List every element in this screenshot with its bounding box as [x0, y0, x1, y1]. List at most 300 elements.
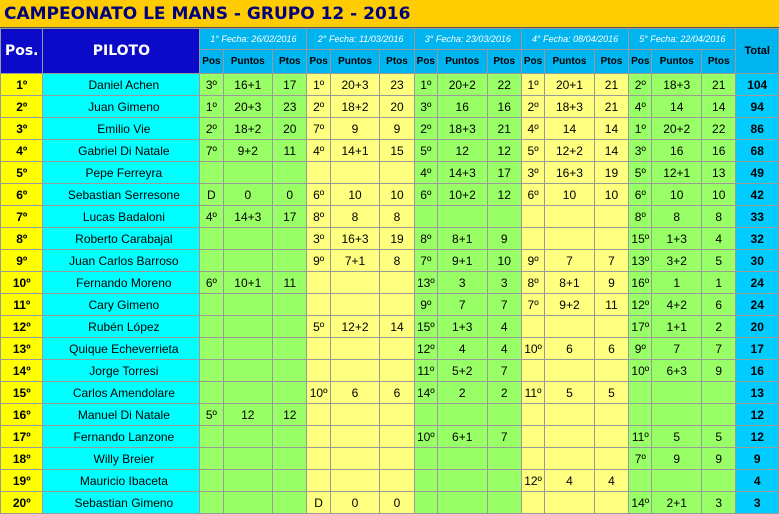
fecha-5-puntos-cell: 16 — [652, 140, 702, 162]
fecha-1-pos-cell: 4º — [200, 206, 223, 228]
fecha-5-puntos-cell: 18+3 — [652, 74, 702, 96]
table-row — [1, 426, 779, 448]
fecha-5-pos-cell: 13º — [629, 250, 652, 272]
fecha-2-ptos-cell — [380, 294, 414, 316]
fecha-2-ptos-cell — [380, 162, 414, 184]
fecha-5-puntos-cell: 12+1 — [652, 162, 702, 184]
table-row — [1, 74, 779, 96]
fecha-3-ptos-cell — [487, 448, 521, 470]
fecha-2-puntos-cell: 7+1 — [330, 250, 380, 272]
fecha-5-ptos-cell: 5 — [701, 426, 735, 448]
table-row — [1, 360, 779, 382]
fecha-3-ptos-cell: 12 — [487, 184, 521, 206]
fecha-2-puntos-cell — [330, 426, 380, 448]
fecha-4-puntos-cell: 20+1 — [545, 74, 595, 96]
fecha-4-puntos-cell — [545, 360, 595, 382]
fecha-3-pos-cell: 12º — [414, 338, 437, 360]
pilot-name-cell: Sebastian Serresone — [43, 184, 200, 206]
fecha-4-ptos-cell — [594, 492, 628, 514]
fecha-3-pos-cell: 9º — [414, 294, 437, 316]
fecha-3-ptos-cell: 7 — [487, 426, 521, 448]
fecha-2-ptos-cell: 15 — [380, 140, 414, 162]
fecha-1-ptos-cell: 17 — [273, 206, 307, 228]
fecha-1-puntos-cell — [223, 294, 273, 316]
fecha-4-ptos-cell: 21 — [594, 74, 628, 96]
fecha-1-pos-cell — [200, 294, 223, 316]
total-cell: 86 — [736, 118, 779, 140]
table-row — [1, 250, 779, 272]
fecha-4-pos-cell — [521, 316, 544, 338]
fecha-4-pos-cell — [521, 206, 544, 228]
fecha-5-pos-cell: 7º — [629, 448, 652, 470]
fecha-5-pos-cell: 10º — [629, 360, 652, 382]
fecha-1-puntos-cell — [223, 228, 273, 250]
total-header: Total — [736, 29, 779, 74]
fecha-3-pos-cell: 6º — [414, 184, 437, 206]
fecha-1-pos-cell — [200, 338, 223, 360]
fecha-1-ptos-cell — [273, 360, 307, 382]
fecha-5-header: 5° Fecha: 22/04/2016 — [629, 29, 736, 50]
pilot-name-cell: Quique Echeverrieta — [43, 338, 200, 360]
fecha-5-puntos-cell: 1+3 — [652, 228, 702, 250]
fecha-1-ptos-cell: 12 — [273, 404, 307, 426]
fecha-5-ptos-cell: 21 — [701, 74, 735, 96]
fecha-1-puntos-cell — [223, 448, 273, 470]
fecha-5-pos-cell — [629, 382, 652, 404]
pilot-name-cell: Manuel Di Natale — [43, 404, 200, 426]
fecha-3-pos-cell: 13º — [414, 272, 437, 294]
fecha-1-ptos-cell — [273, 448, 307, 470]
position-cell: 17º — [1, 426, 43, 448]
fecha-5-puntos-cell: 9 — [652, 448, 702, 470]
fecha-1-ptos-cell — [273, 338, 307, 360]
fecha-3-puntos-cell: 14+3 — [437, 162, 487, 184]
standings-body — [1, 74, 779, 514]
fecha-4-puntos-cell: 4 — [545, 470, 595, 492]
fecha-3-puntos-cell: 12 — [437, 140, 487, 162]
total-cell: 20 — [736, 316, 779, 338]
fecha-5-puntos-header: Puntos — [652, 50, 702, 74]
fecha-4-pos-cell — [521, 228, 544, 250]
fecha-3-puntos-cell: 1+3 — [437, 316, 487, 338]
fecha-3-pos-cell: 3º — [414, 96, 437, 118]
fecha-3-puntos-cell: 10+2 — [437, 184, 487, 206]
table-row — [1, 294, 779, 316]
fecha-2-puntos-cell — [330, 272, 380, 294]
fecha-2-ptos-cell: 9 — [380, 118, 414, 140]
fecha-3-ptos-cell: 16 — [487, 96, 521, 118]
fecha-3-ptos-cell — [487, 206, 521, 228]
fecha-5-ptos-cell: 8 — [701, 206, 735, 228]
fecha-1-puntos-cell — [223, 250, 273, 272]
pilot-name-cell: Juan Carlos Barroso — [43, 250, 200, 272]
fecha-5-puntos-cell: 4+2 — [652, 294, 702, 316]
fecha-4-puntos-cell: 12+2 — [545, 140, 595, 162]
fecha-1-puntos-cell: 16+1 — [223, 74, 273, 96]
fecha-1-puntos-cell: 10+1 — [223, 272, 273, 294]
fecha-2-puntos-cell: 8 — [330, 206, 380, 228]
fecha-4-pos-cell — [521, 426, 544, 448]
fecha-4-ptos-cell — [594, 404, 628, 426]
pilot-name-cell: Jorge Torresi — [43, 360, 200, 382]
fecha-5-puntos-cell: 8 — [652, 206, 702, 228]
position-cell: 18º — [1, 448, 43, 470]
fecha-1-puntos-cell — [223, 470, 273, 492]
fecha-5-puntos-cell: 14 — [652, 96, 702, 118]
fecha-2-ptos-cell: 20 — [380, 96, 414, 118]
fecha-1-pos-cell: 6º — [200, 272, 223, 294]
table-row — [1, 492, 779, 514]
pilot-name-cell: Daniel Achen — [43, 74, 200, 96]
fecha-2-pos-cell: 6º — [307, 184, 330, 206]
fecha-5-ptos-cell: 1 — [701, 272, 735, 294]
position-cell: 1º — [1, 74, 43, 96]
total-cell: 17 — [736, 338, 779, 360]
total-cell: 12 — [736, 404, 779, 426]
fecha-1-puntos-header: Puntos — [223, 50, 273, 74]
fecha-1-puntos-cell: 20+3 — [223, 96, 273, 118]
table-row — [1, 206, 779, 228]
fecha-2-ptos-cell: 8 — [380, 206, 414, 228]
fecha-3-puntos-cell — [437, 448, 487, 470]
fecha-5-ptos-cell: 14 — [701, 96, 735, 118]
fecha-3-pos-cell: 5º — [414, 140, 437, 162]
total-cell: 3 — [736, 492, 779, 514]
fecha-2-puntos-cell: 12+2 — [330, 316, 380, 338]
pilot-name-cell: Cary Gimeno — [43, 294, 200, 316]
fecha-4-puntos-cell: 14 — [545, 118, 595, 140]
fecha-5-pos-cell: 3º — [629, 140, 652, 162]
table-row — [1, 184, 779, 206]
fecha-2-puntos-cell: 14+1 — [330, 140, 380, 162]
fecha-2-pos-cell: 5º — [307, 316, 330, 338]
position-cell: 2º — [1, 96, 43, 118]
fecha-3-ptos-cell — [487, 492, 521, 514]
fecha-1-ptos-cell: 11 — [273, 140, 307, 162]
fecha-3-pos-cell — [414, 448, 437, 470]
fecha-3-ptos-cell: 3 — [487, 272, 521, 294]
fecha-2-ptos-cell: 10 — [380, 184, 414, 206]
fecha-5-puntos-cell: 7 — [652, 338, 702, 360]
fecha-5-pos-cell: 12º — [629, 294, 652, 316]
position-cell: 5º — [1, 162, 43, 184]
fecha-4-puntos-cell — [545, 228, 595, 250]
fecha-4-ptos-cell — [594, 448, 628, 470]
fecha-4-pos-cell: 4º — [521, 118, 544, 140]
fecha-5-pos-cell: 14º — [629, 492, 652, 514]
fecha-5-puntos-cell: 10 — [652, 184, 702, 206]
fecha-1-ptos-cell — [273, 162, 307, 184]
total-cell: 9 — [736, 448, 779, 470]
fecha-1-ptos-cell: 23 — [273, 96, 307, 118]
fecha-1-puntos-cell: 9+2 — [223, 140, 273, 162]
fecha-4-puntos-cell: 5 — [545, 382, 595, 404]
fecha-3-puntos-cell: 3 — [437, 272, 487, 294]
total-cell: 4 — [736, 470, 779, 492]
fecha-3-puntos-cell: 6+1 — [437, 426, 487, 448]
fecha-3-puntos-header: Puntos — [437, 50, 487, 74]
fecha-4-ptos-cell: 5 — [594, 382, 628, 404]
fecha-1-pos-cell — [200, 470, 223, 492]
fecha-1-puntos-cell — [223, 316, 273, 338]
fecha-3-header: 3° Fecha: 23/03/2016 — [414, 29, 521, 50]
fecha-3-pos-cell: 14º — [414, 382, 437, 404]
fecha-1-ptos-cell — [273, 492, 307, 514]
fecha-2-ptos-cell — [380, 360, 414, 382]
fecha-2-ptos-cell — [380, 426, 414, 448]
fecha-1-ptos-cell — [273, 426, 307, 448]
fecha-2-puntos-cell: 18+2 — [330, 96, 380, 118]
fecha-2-ptos-cell: 8 — [380, 250, 414, 272]
fecha-4-ptos-cell: 9 — [594, 272, 628, 294]
fecha-2-ptos-cell: 14 — [380, 316, 414, 338]
fecha-4-pos-cell: 2º — [521, 96, 544, 118]
fecha-2-ptos-header: Ptos — [380, 50, 414, 74]
fecha-1-ptos-cell — [273, 250, 307, 272]
fecha-4-ptos-cell: 4 — [594, 470, 628, 492]
fecha-1-ptos-cell: 20 — [273, 118, 307, 140]
fecha-4-pos-cell — [521, 404, 544, 426]
fecha-5-pos-cell: 1º — [629, 118, 652, 140]
table-row — [1, 140, 779, 162]
pilot-name-cell: Gabriel Di Natale — [43, 140, 200, 162]
fecha-2-puntos-cell — [330, 162, 380, 184]
fecha-4-pos-cell: 5º — [521, 140, 544, 162]
fecha-3-pos-cell — [414, 470, 437, 492]
fecha-2-pos-cell — [307, 360, 330, 382]
fecha-1-puntos-cell: 0 — [223, 184, 273, 206]
fecha-3-pos-cell: 4º — [414, 162, 437, 184]
fecha-2-pos-cell — [307, 470, 330, 492]
fecha-1-ptos-cell: 0 — [273, 184, 307, 206]
fecha-4-pos-cell: 8º — [521, 272, 544, 294]
fecha-3-ptos-cell — [487, 404, 521, 426]
fecha-3-pos-cell: 7º — [414, 250, 437, 272]
fecha-2-puntos-cell — [330, 470, 380, 492]
pilot-name-cell: Mauricio Ibaceta — [43, 470, 200, 492]
position-cell: 14º — [1, 360, 43, 382]
fecha-5-pos-cell: 9º — [629, 338, 652, 360]
fecha-1-pos-cell — [200, 316, 223, 338]
table-row — [1, 382, 779, 404]
fecha-4-puntos-cell — [545, 316, 595, 338]
fecha-1-pos-cell — [200, 360, 223, 382]
fecha-3-ptos-cell: 22 — [487, 74, 521, 96]
fecha-1-pos-cell — [200, 426, 223, 448]
fecha-2-pos-cell — [307, 272, 330, 294]
fecha-3-pos-cell: 1º — [414, 74, 437, 96]
fecha-2-pos-header: Pos — [307, 50, 330, 74]
fecha-4-header: 4° Fecha: 08/04/2016 — [521, 29, 628, 50]
fecha-3-ptos-header: Ptos — [487, 50, 521, 74]
total-cell: 94 — [736, 96, 779, 118]
fecha-3-ptos-cell: 17 — [487, 162, 521, 184]
fecha-5-puntos-cell: 20+2 — [652, 118, 702, 140]
fecha-2-ptos-cell — [380, 470, 414, 492]
fecha-4-pos-header: Pos — [521, 50, 544, 74]
fecha-4-pos-cell — [521, 492, 544, 514]
fecha-5-ptos-cell: 22 — [701, 118, 735, 140]
position-cell: 13º — [1, 338, 43, 360]
fecha-5-pos-cell: 15º — [629, 228, 652, 250]
table-row — [1, 118, 779, 140]
fecha-3-ptos-cell: 7 — [487, 360, 521, 382]
fecha-2-ptos-cell: 23 — [380, 74, 414, 96]
fecha-3-puntos-cell: 18+3 — [437, 118, 487, 140]
fecha-4-ptos-cell: 7 — [594, 250, 628, 272]
fecha-2-pos-cell — [307, 426, 330, 448]
fecha-3-ptos-cell: 4 — [487, 338, 521, 360]
fecha-5-pos-cell: 2º — [629, 74, 652, 96]
table-row — [1, 448, 779, 470]
pilot-name-cell: Sebastian Gimeno — [43, 492, 200, 514]
fecha-3-puntos-cell: 4 — [437, 338, 487, 360]
fecha-4-ptos-cell — [594, 206, 628, 228]
fecha-3-puntos-cell — [437, 470, 487, 492]
total-cell: 16 — [736, 360, 779, 382]
fecha-3-puntos-cell: 8+1 — [437, 228, 487, 250]
fecha-1-puntos-cell: 14+3 — [223, 206, 273, 228]
fecha-5-pos-cell: 16º — [629, 272, 652, 294]
fecha-2-pos-cell: 8º — [307, 206, 330, 228]
pilot-name-cell: Lucas Badaloni — [43, 206, 200, 228]
fecha-5-pos-cell: 11º — [629, 426, 652, 448]
fecha-1-pos-cell: 1º — [200, 96, 223, 118]
fecha-2-pos-cell: 10º — [307, 382, 330, 404]
fecha-5-ptos-cell: 9 — [701, 448, 735, 470]
fecha-1-pos-cell — [200, 228, 223, 250]
fecha-4-ptos-cell — [594, 426, 628, 448]
fecha-5-pos-cell: 17º — [629, 316, 652, 338]
position-cell: 8º — [1, 228, 43, 250]
total-cell: 13 — [736, 382, 779, 404]
fecha-1-ptos-cell — [273, 316, 307, 338]
fecha-1-pos-cell: 7º — [200, 140, 223, 162]
fecha-4-pos-cell: 11º — [521, 382, 544, 404]
fecha-2-pos-cell: D — [307, 492, 330, 514]
fecha-5-puntos-cell: 2+1 — [652, 492, 702, 514]
fecha-3-pos-cell: 15º — [414, 316, 437, 338]
fecha-5-ptos-cell — [701, 470, 735, 492]
pilot-name-cell: Emilio Vie — [43, 118, 200, 140]
fecha-3-ptos-cell: 9 — [487, 228, 521, 250]
fecha-4-puntos-cell: 16+3 — [545, 162, 595, 184]
fecha-5-ptos-cell: 5 — [701, 250, 735, 272]
total-cell: 42 — [736, 184, 779, 206]
fecha-2-ptos-cell: 0 — [380, 492, 414, 514]
fecha-3-puntos-cell: 20+2 — [437, 74, 487, 96]
fecha-2-puntos-cell: 16+3 — [330, 228, 380, 250]
position-cell: 12º — [1, 316, 43, 338]
fecha-1-ptos-header: Ptos — [273, 50, 307, 74]
fecha-1-pos-header: Pos — [200, 50, 223, 74]
fecha-4-pos-cell — [521, 448, 544, 470]
fecha-2-pos-cell — [307, 162, 330, 184]
fecha-1-puntos-cell: 12 — [223, 404, 273, 426]
position-cell: 16º — [1, 404, 43, 426]
fecha-5-ptos-cell: 6 — [701, 294, 735, 316]
fecha-4-ptos-cell: 21 — [594, 96, 628, 118]
fecha-5-ptos-cell: 16 — [701, 140, 735, 162]
fecha-4-puntos-header: Puntos — [545, 50, 595, 74]
standings-table — [0, 28, 779, 514]
fecha-1-pos-cell: D — [200, 184, 223, 206]
fecha-3-puntos-cell: 2 — [437, 382, 487, 404]
fecha-4-ptos-cell: 10 — [594, 184, 628, 206]
total-cell: 24 — [736, 294, 779, 316]
fecha-4-puntos-cell — [545, 206, 595, 228]
fecha-5-puntos-cell — [652, 404, 702, 426]
fecha-2-ptos-cell: 19 — [380, 228, 414, 250]
fecha-2-puntos-cell: 0 — [330, 492, 380, 514]
fecha-3-pos-cell: 2º — [414, 118, 437, 140]
fecha-1-ptos-cell: 17 — [273, 74, 307, 96]
piloto-header: PILOTO — [43, 29, 200, 74]
fecha-5-ptos-cell — [701, 382, 735, 404]
fecha-5-pos-cell: 6º — [629, 184, 652, 206]
fecha-1-pos-cell: 3º — [200, 74, 223, 96]
fecha-5-ptos-cell: 7 — [701, 338, 735, 360]
fecha-4-pos-cell: 10º — [521, 338, 544, 360]
fecha-2-pos-cell: 3º — [307, 228, 330, 250]
fecha-2-puntos-cell — [330, 294, 380, 316]
fecha-3-puntos-cell — [437, 492, 487, 514]
fecha-2-pos-cell: 1º — [307, 74, 330, 96]
fecha-3-pos-header: Pos — [414, 50, 437, 74]
fecha-1-ptos-cell — [273, 294, 307, 316]
total-cell: 68 — [736, 140, 779, 162]
fecha-5-ptos-cell: 10 — [701, 184, 735, 206]
fecha-2-pos-cell: 2º — [307, 96, 330, 118]
fecha-4-pos-cell — [521, 360, 544, 382]
fecha-5-ptos-cell: 13 — [701, 162, 735, 184]
fecha-5-ptos-cell: 4 — [701, 228, 735, 250]
fecha-5-pos-cell — [629, 470, 652, 492]
fecha-1-pos-cell — [200, 492, 223, 514]
fecha-3-pos-cell: 11º — [414, 360, 437, 382]
position-cell: 4º — [1, 140, 43, 162]
fecha-3-ptos-cell: 12 — [487, 140, 521, 162]
fecha-4-ptos-cell: 19 — [594, 162, 628, 184]
fecha-1-puntos-cell — [223, 426, 273, 448]
fecha-3-ptos-cell: 21 — [487, 118, 521, 140]
fecha-2-pos-cell — [307, 338, 330, 360]
total-cell: 32 — [736, 228, 779, 250]
fecha-5-ptos-cell — [701, 404, 735, 426]
fecha-3-ptos-cell: 4 — [487, 316, 521, 338]
fecha-2-puntos-cell — [330, 448, 380, 470]
total-cell: 104 — [736, 74, 779, 96]
position-cell: 11º — [1, 294, 43, 316]
position-cell: 6º — [1, 184, 43, 206]
fecha-2-puntos-cell — [330, 404, 380, 426]
fecha-1-ptos-cell — [273, 228, 307, 250]
position-cell: 20º — [1, 492, 43, 514]
fecha-4-pos-cell: 3º — [521, 162, 544, 184]
pilot-name-cell: Willy Breier — [43, 448, 200, 470]
fecha-5-puntos-cell: 1+1 — [652, 316, 702, 338]
fecha-4-pos-cell: 9º — [521, 250, 544, 272]
total-cell: 33 — [736, 206, 779, 228]
position-cell: 15º — [1, 382, 43, 404]
fecha-1-puntos-cell: 18+2 — [223, 118, 273, 140]
fecha-4-ptos-cell — [594, 228, 628, 250]
fecha-2-puntos-cell — [330, 360, 380, 382]
fecha-4-pos-cell: 7º — [521, 294, 544, 316]
fecha-3-pos-cell: 10º — [414, 426, 437, 448]
fecha-3-ptos-cell: 10 — [487, 250, 521, 272]
fecha-4-pos-cell: 1º — [521, 74, 544, 96]
